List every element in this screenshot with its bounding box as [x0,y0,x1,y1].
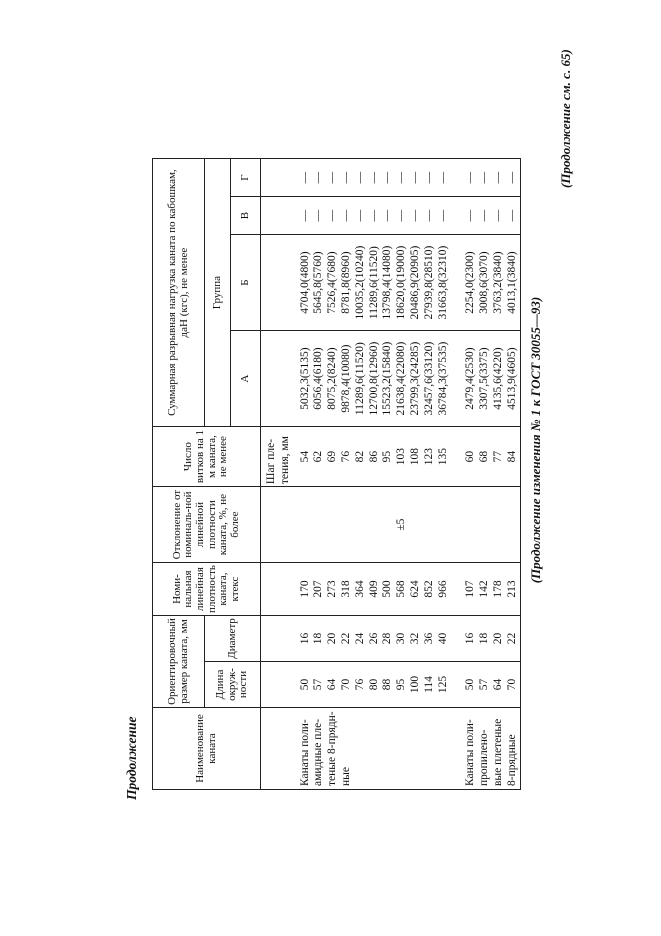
circumference-value: 114 [423,662,437,708]
load-group-v: — [423,197,437,235]
rope-name-line: Канаты поли- [299,708,313,790]
header-group-g: Г [231,159,261,197]
table-row [340,159,354,790]
turns-value: 62 [312,427,326,487]
load-group-b: 11289,6(11520) [368,235,382,331]
load-group-a: 6056,4(6180) [312,331,326,427]
page-footer: (Продолжение см. с. 65) [558,49,573,188]
load-group-v: — [478,197,492,235]
header-load: Суммарная разрывная нагрузка каната по кабошкам, даН (кгс), не менее [153,159,205,427]
density-value: 273 [326,563,340,616]
load-group-a: 9878,4(10080) [340,331,354,427]
load-group-v: — [312,197,326,235]
header-group-a: А [231,331,261,427]
load-group-v: — [395,197,409,235]
deviation-value [409,487,423,563]
diameter-value: 28 [381,616,395,662]
load-group-g: — [409,159,423,197]
load-group-g: — [437,159,451,197]
header-group-b: Б [231,235,261,331]
diameter-value: 24 [354,616,368,662]
empty-cell [450,487,464,563]
load-group-v: — [409,197,423,235]
table-row [381,159,395,790]
load-group-v: — [354,197,368,235]
load-group-a: 2479,4(2530) [464,331,478,427]
deviation-value [381,487,395,563]
circumference-value: 100 [409,662,423,708]
rope-name-line: вые плетеные [492,708,506,790]
empty-cell [450,427,464,487]
load-group-v: — [299,197,313,235]
table-row [478,159,492,790]
load-group-b: 2254,0(2300) [464,235,478,331]
circumference-value: 76 [354,662,368,708]
group-gap-row [450,159,464,790]
turns-value: 84 [506,427,520,487]
density-value: 500 [381,563,395,616]
load-group-a: 8075,2(8240) [326,331,340,427]
empty-cell [450,159,464,197]
deviation-value [423,487,437,563]
load-group-g: — [299,159,313,197]
table-row [326,159,340,790]
load-group-v: — [340,197,354,235]
header-deviation: Отклонение от номиналь-ной линейной плотности каната, %, не более [153,487,261,563]
circumference-value: 57 [478,662,492,708]
load-group-g: — [395,159,409,197]
density-value: 624 [409,563,423,616]
load-group-a: 15523,2(15840) [381,331,395,427]
turns-value: 95 [381,427,395,487]
load-group-g: — [340,159,354,197]
load-group-a: 21638,4(22080) [395,331,409,427]
table-row [464,159,478,790]
turns-value: 54 [299,427,313,487]
diameter-value: 18 [312,616,326,662]
diameter-value: 20 [492,616,506,662]
load-group-b: 5645,8(5760) [312,235,326,331]
rope-name-line [409,708,423,790]
load-group-v: — [506,197,520,235]
table-body [261,159,521,790]
circumference-value: 64 [492,662,506,708]
circumference-value: 70 [506,662,520,708]
deviation-value [437,487,451,563]
rope-name-line [354,708,368,790]
diameter-value: 40 [437,616,451,662]
load-group-b: 8781,8(8960) [340,235,354,331]
rope-specs-table [152,158,521,790]
load-group-v: — [437,197,451,235]
turns-value: 76 [340,427,354,487]
table-row [299,159,313,790]
density-value: 966 [437,563,451,616]
load-group-b: 18620,0(19000) [395,235,409,331]
header-circumference: Длина окруж-ности [205,662,261,708]
turns-value: 86 [368,427,382,487]
rope-name-line [381,708,395,790]
load-group-b: 4704,0(4800) [299,235,313,331]
running-header: (Продолжение изменения № 1 к ГОСТ 30055—93) [528,296,543,584]
rope-name-line: ные [340,708,354,790]
pitch-subheader-row [261,159,299,790]
empty-cell [261,708,299,790]
rope-name-line: пропилено- [478,708,492,790]
header-name: Наименование каната [153,708,261,790]
deviation-value [326,487,340,563]
density-value: 178 [492,563,506,616]
load-group-a: 4135,6(4220) [492,331,506,427]
header-density: Номи-нальная линейная плотность каната, ктекс [153,563,261,616]
empty-cell [450,197,464,235]
empty-cell [261,331,299,427]
load-group-g: — [312,159,326,197]
load-group-v: — [492,197,506,235]
load-group-b: 31663,8(32310) [437,235,451,331]
load-group-a: 11289,6(11520) [354,331,368,427]
load-group-g: — [381,159,395,197]
deviation-value [299,487,313,563]
empty-cell [261,197,299,235]
load-group-v: — [368,197,382,235]
rope-name-line [395,708,409,790]
turns-value: 123 [423,427,437,487]
density-value: 318 [340,563,354,616]
deviation-value [340,487,354,563]
density-value: 170 [299,563,313,616]
empty-cell [261,487,299,563]
diameter-value: 16 [299,616,313,662]
density-value: 852 [423,563,437,616]
deviation-value: ±5 [395,487,409,563]
header-group: Группа [205,159,231,427]
continued-label: Продолжение [124,716,139,800]
turns-value: 68 [478,427,492,487]
load-group-v: — [326,197,340,235]
empty-cell [450,662,464,708]
circumference-value: 95 [395,662,409,708]
rope-name-line: амидные пле- [312,708,326,790]
load-group-g: — [354,159,368,197]
load-group-a: 36784,3(37535) [437,331,451,427]
rope-name-line [368,708,382,790]
empty-cell [261,563,299,616]
diameter-value: 32 [409,616,423,662]
circumference-value: 80 [368,662,382,708]
table-row [492,159,506,790]
table-row [423,159,437,790]
load-group-b: 20486,9(20905) [409,235,423,331]
circumference-value: 50 [299,662,313,708]
diameter-value: 26 [368,616,382,662]
empty-cell [261,662,299,708]
turns-value: 103 [395,427,409,487]
load-group-a: 5032,3(5135) [299,331,313,427]
density-value: 409 [368,563,382,616]
turns-value: 69 [326,427,340,487]
diameter-value: 30 [395,616,409,662]
empty-cell [261,616,299,662]
load-group-v: — [464,197,478,235]
empty-cell [450,563,464,616]
diameter-value: 16 [464,616,478,662]
circumference-value: 70 [340,662,354,708]
load-group-a: 4513,9(4605) [506,331,520,427]
load-group-b: 7526,4(7680) [326,235,340,331]
circumference-value: 88 [381,662,395,708]
turns-value: 82 [354,427,368,487]
density-value: 568 [395,563,409,616]
load-group-a: 3307,5(3375) [478,331,492,427]
rope-name-line: 8-прядные [506,708,520,790]
rope-name-line: Канаты поли- [464,708,478,790]
diameter-value: 20 [326,616,340,662]
diameter-value: 22 [340,616,354,662]
rotated-page-content [110,49,573,800]
deviation-value [312,487,326,563]
table-row [368,159,382,790]
load-group-g: — [326,159,340,197]
turns-value: 108 [409,427,423,487]
pitch-subheader: Шаг пле-тения, мм [261,427,299,487]
load-group-g: — [492,159,506,197]
circumference-value: 57 [312,662,326,708]
load-group-b: 4013,1(3840) [506,235,520,331]
circumference-value: 64 [326,662,340,708]
load-group-a: 23799,3(24285) [409,331,423,427]
circumference-value: 125 [437,662,451,708]
load-group-g: — [464,159,478,197]
deviation-value [354,487,368,563]
circumference-value: 50 [464,662,478,708]
deviation-value [368,487,382,563]
table-row [395,159,409,790]
turns-value: 135 [437,427,451,487]
empty-cell [261,235,299,331]
load-group-b: 10035,2(10240) [354,235,368,331]
load-group-b: 13798,4(14080) [381,235,395,331]
load-group-g: — [368,159,382,197]
load-group-b: 3008,6(3070) [478,235,492,331]
empty-cell [450,331,464,427]
table-row [409,159,423,790]
diameter-value: 18 [478,616,492,662]
empty-cell [450,235,464,331]
table-row [437,159,451,790]
density-value: 107 [464,563,478,616]
density-value: 364 [354,563,368,616]
density-value: 213 [506,563,520,616]
empty-cell [450,616,464,662]
load-group-g: — [423,159,437,197]
turns-value: 60 [464,427,478,487]
header-diameter: Диаметр [205,616,261,662]
load-group-g: — [478,159,492,197]
load-group-v: — [381,197,395,235]
load-group-a: 12700,8(12960) [368,331,382,427]
header-group-v: В [231,197,261,235]
turns-value: 77 [492,427,506,487]
density-value: 142 [478,563,492,616]
rope-name-line: теные 8-прядн- [326,708,340,790]
header-approx-size: Ориентировочный размер каната, мм [153,616,205,708]
table-row [312,159,326,790]
deviation-value [492,487,506,563]
load-group-b: 3763,2(3840) [492,235,506,331]
empty-cell [450,708,464,790]
density-value: 207 [312,563,326,616]
diameter-value: 36 [423,616,437,662]
load-group-a: 32457,6(33120) [423,331,437,427]
rope-name-line [437,708,451,790]
load-group-g: — [506,159,520,197]
deviation-value [464,487,478,563]
table-row [354,159,368,790]
header-turns: Число витков на 1 м каната, не менее [153,427,261,487]
diameter-value: 22 [506,616,520,662]
deviation-value [506,487,520,563]
table-row [506,159,520,790]
load-group-b: 27939,8(28510) [423,235,437,331]
deviation-value [478,487,492,563]
rope-name-line [423,708,437,790]
empty-cell [261,159,299,197]
